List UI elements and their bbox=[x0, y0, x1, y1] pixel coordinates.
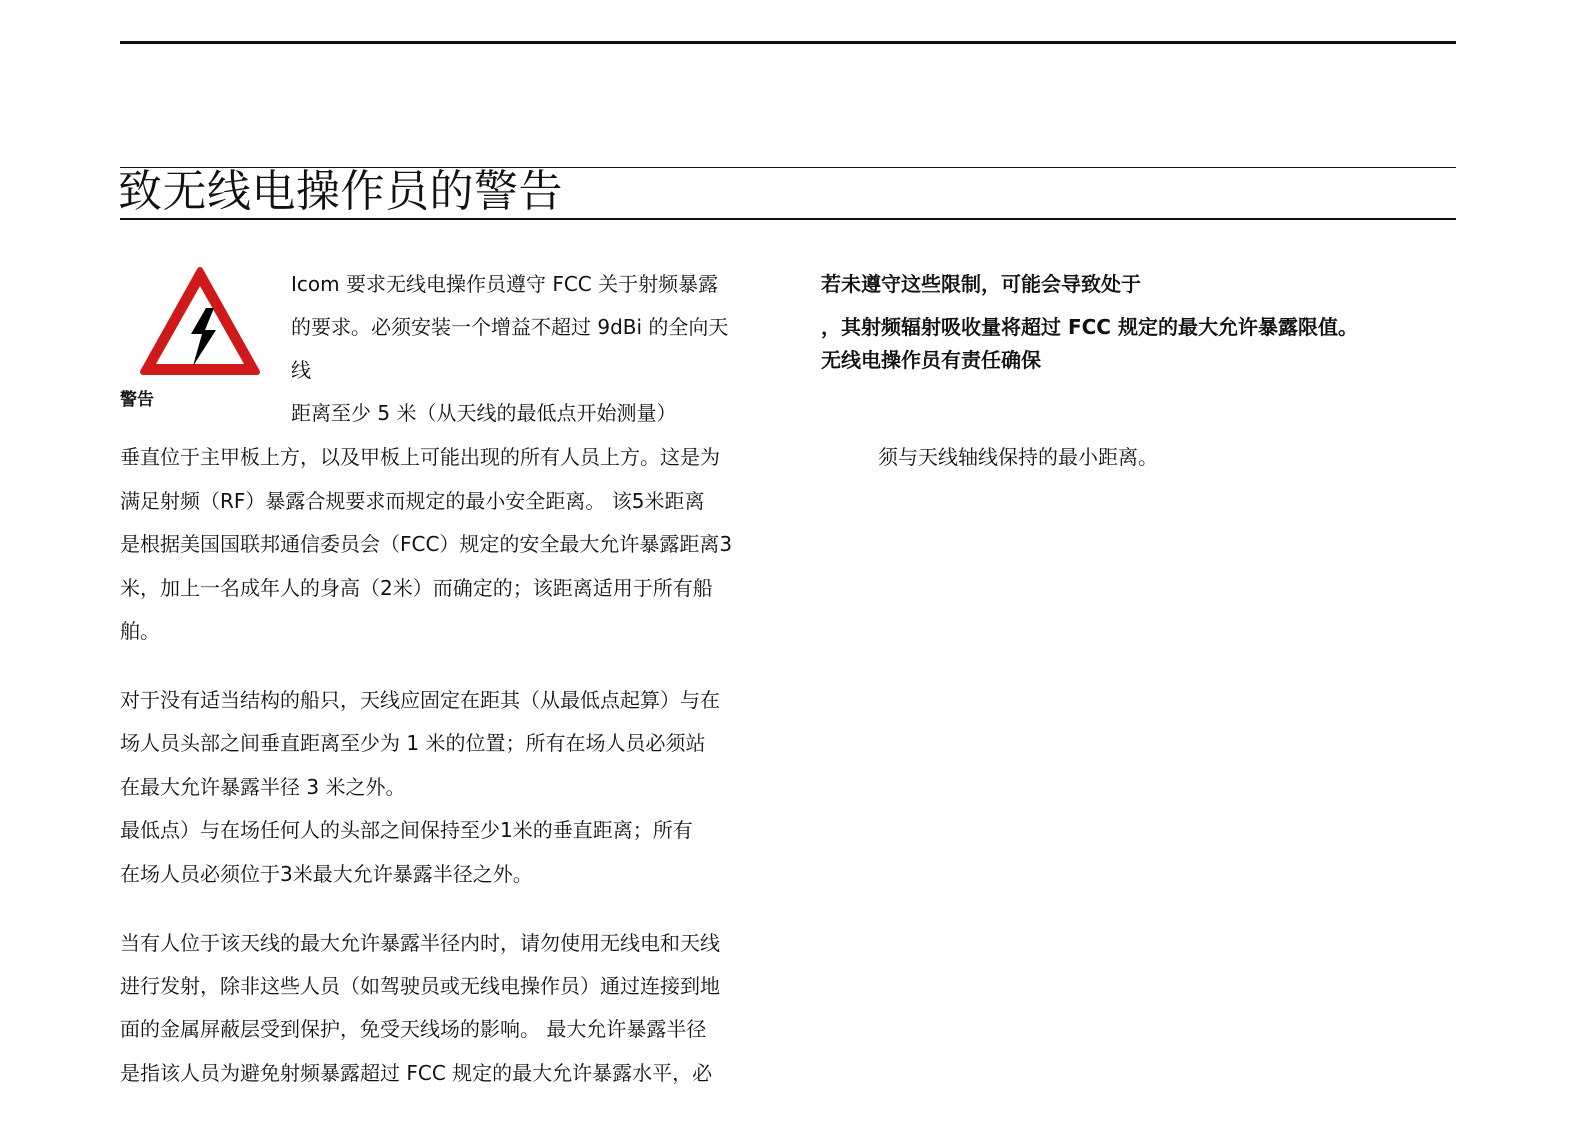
intro-line-2: 的要求。必须安装一个增益不超过 9dBi 的全向天 bbox=[291, 315, 729, 339]
intro-line-1: Icom 要求无线电操作员遵守 FCC 关于射频暴露 bbox=[291, 272, 719, 296]
paragraph1-line-1: 垂直位于主甲板上方，以及甲板上可能出现的所有人员上方。这是为 bbox=[120, 445, 720, 469]
intro-line-3: 线 bbox=[291, 358, 311, 382]
high-voltage-warning-icon bbox=[136, 262, 264, 380]
header-rule bbox=[120, 41, 1456, 44]
paragraph3-line-2: 进行发射，除非这些人员（如驾驶员或无线电操作员）通过连接到地 bbox=[120, 974, 720, 998]
paragraph2-line-2: 场人员头部之间垂直距离至少为 1 米的位置；所有在场人员必须站 bbox=[120, 731, 706, 755]
page-title: 致无线电操作员的警告 bbox=[118, 166, 563, 217]
paragraph2-line-1: 对于没有适当结构的船只，天线应固定在距其（从最低点起算）与在 bbox=[120, 688, 720, 712]
right-bold-line-2: ，其射频辐射吸收量将超过 FCC 规定的最大允许暴露限值。 bbox=[821, 315, 1358, 339]
intro-line-4: 距离至少 5 米（从天线的最低点开始测量） bbox=[291, 401, 677, 425]
warning-caption: 警告 bbox=[120, 390, 154, 410]
paragraph2-line-5: 在场人员必须位于3米最大允许暴露半径之外。 bbox=[120, 862, 533, 886]
paragraph2-line-3: 在最大允许暴露半径 3 米之外。 bbox=[120, 775, 406, 799]
paragraph1-line-5: 舶。 bbox=[120, 619, 160, 643]
title-rule-lower bbox=[120, 218, 1456, 220]
right-bold-line-1: 若未遵守这些限制，可能会导致处于 bbox=[821, 272, 1141, 296]
right-bold-line-3: 无线电操作员有责任确保 bbox=[821, 348, 1041, 372]
paragraph3-line-3: 面的金属屏蔽层受到保护，免受天线场的影响。 最大允许暴露半径 bbox=[120, 1017, 707, 1041]
paragraph3-line-1: 当有人位于该天线的最大允许暴露半径内时，请勿使用无线电和天线 bbox=[120, 931, 720, 955]
right-normal-line: 须与天线轴线保持的最小距离。 bbox=[878, 445, 1158, 469]
paragraph2-line-4: 最低点）与在场任何人的头部之间保持至少1米的垂直距离；所有 bbox=[120, 818, 693, 842]
paragraph3-line-4: 是指该人员为避免射频暴露超过 FCC 规定的最大允许暴露水平，必 bbox=[120, 1061, 713, 1085]
paragraph1-line-3: 是根据美国国联邦通信委员会（FCC）规定的安全最大允许暴露距离3 bbox=[120, 532, 733, 556]
paragraph1-line-4: 米，加上一名成年人的身高（2米）而确定的；该距离适用于所有船 bbox=[120, 576, 713, 600]
paragraph1-line-2: 满足射频（RF）暴露合规要求而规定的最小安全距离。 该5米距离 bbox=[120, 489, 705, 513]
